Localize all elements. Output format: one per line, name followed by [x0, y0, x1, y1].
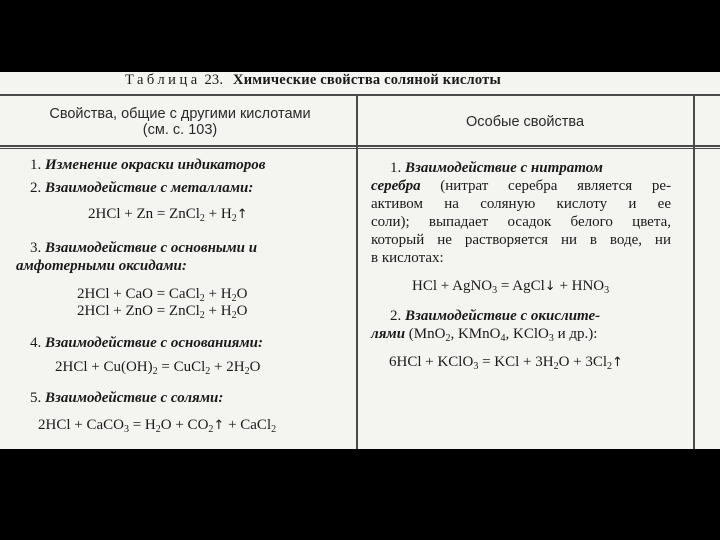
item-text: который не растворяется ни в воде, ни [371, 232, 671, 248]
up-arrow-icon: ↑ [213, 418, 225, 433]
eq-part: + HNO [555, 278, 605, 294]
eq-part: 2HCl + Cu(OH) [55, 359, 153, 375]
eq-part: 6HCl + KClO [389, 354, 474, 370]
eq-part: = AgCl [497, 278, 545, 294]
eq-sub: 2 [199, 293, 205, 304]
eq-part: 2HCl + CaCO [38, 417, 124, 433]
right-item-1-line3 [371, 196, 671, 213]
left-equation-5 [38, 417, 276, 434]
header-left-line2: (см. с. 103) [142, 122, 218, 138]
eq-sub: 3 [548, 333, 554, 344]
item-text [409, 326, 598, 342]
eq-sub: 2 [152, 366, 158, 377]
item-text: в кислотах: [371, 250, 444, 266]
left-equation-3b [77, 303, 247, 320]
down-arrow-icon: ↓ [544, 279, 556, 294]
item-text: (нитрат серебра является ре- [440, 178, 672, 194]
header-left [20, 106, 340, 138]
item-text: соли); выпадает осадок белого цвета, [371, 214, 671, 230]
right-equation-2 [389, 354, 623, 371]
eq-part: = H [128, 417, 156, 433]
eq-part: 2HCl + Zn = ZnCl [88, 206, 200, 222]
eq-sub: 2 [155, 424, 161, 435]
up-arrow-icon: ↑ [236, 207, 248, 222]
item-number: 1. [30, 157, 42, 173]
item-number: 2. [30, 180, 42, 196]
eq-part: (MnO [408, 326, 446, 342]
eq-sub: 3 [492, 285, 498, 296]
item-title: Взаимодействие с основными и [45, 240, 258, 256]
eq-sub: 3 [604, 285, 610, 296]
eq-sub: 3 [123, 424, 129, 435]
left-item-1 [30, 157, 265, 174]
item-number: 2. [390, 308, 402, 324]
item-title: Взаимодействие с нитратом [405, 160, 603, 176]
eq-part: + H [204, 303, 232, 319]
right-item-1-line4 [371, 214, 671, 231]
table-caption [125, 72, 501, 92]
eq-part: + H [204, 206, 232, 222]
eq-sub: 2 [445, 333, 451, 344]
eq-sub: 2 [231, 310, 237, 321]
item-number: 1. [390, 160, 402, 176]
eq-sub: 4 [500, 333, 506, 344]
item-title: Взаимодействие с металлами: [45, 180, 254, 196]
header-right-text: Особые свойства [465, 114, 585, 130]
eq-part: O + 3Cl [558, 354, 608, 370]
eq-sub: 2 [231, 213, 237, 224]
right-item-1-line5 [371, 232, 671, 249]
item-title: лями [371, 326, 406, 342]
eq-part: 2HCl + CaO = CaCl [77, 286, 200, 302]
item-title: Взаимодействие с основаниями: [45, 335, 263, 351]
header-right [365, 114, 685, 130]
eq-sub: 2 [244, 366, 250, 377]
eq-sub: 2 [231, 293, 237, 304]
item-title: серебра [371, 178, 421, 194]
eq-sub: 2 [607, 361, 613, 372]
eq-part: 2HCl + ZnO = ZnCl [77, 303, 200, 319]
item-text: активом на соляную кислоту и ее [371, 196, 671, 212]
item-number: 4. [30, 335, 42, 351]
eq-part: O [236, 303, 248, 319]
eq-part: = KCl + 3H [478, 354, 554, 370]
right-item-1-line6 [371, 250, 444, 267]
eq-part: O + CO [160, 417, 209, 433]
right-item-2 [390, 308, 600, 325]
item-number: 5. [30, 390, 42, 406]
left-item-5 [30, 390, 223, 407]
eq-part: + H [204, 286, 232, 302]
caption-title: Химические свойства соляной кислоты [233, 72, 501, 88]
left-item-3 [30, 240, 257, 257]
header-bottom-border [0, 145, 720, 147]
item-title: амфотерными оксидами: [16, 258, 187, 274]
eq-sub: 2 [205, 366, 211, 377]
right-item-1-line2 [371, 178, 671, 195]
eq-part: O [236, 286, 248, 302]
left-equation-3a [77, 286, 247, 303]
eq-sub: 3 [473, 361, 479, 372]
right-item-2-line2 [371, 326, 597, 343]
left-item-4 [30, 335, 263, 352]
table-top-border [0, 94, 720, 96]
item-title: Взаимодействие с солями: [45, 390, 224, 406]
item-title: Взаимодействие с окислите- [405, 308, 601, 324]
eq-part: = CuCl [157, 359, 206, 375]
item-number: 3. [30, 240, 42, 256]
up-arrow-icon: ↑ [612, 355, 623, 370]
left-equation-2 [88, 206, 248, 223]
right-equation-1 [412, 278, 609, 295]
header-bottom-border-2 [0, 148, 720, 149]
table-right-border [693, 94, 695, 449]
eq-part: O [249, 359, 261, 375]
eq-sub: 2 [199, 310, 205, 321]
eq-part: , KMnO [450, 326, 501, 342]
left-equation-4 [55, 359, 260, 376]
header-left-line1: Свойства, общие с другими кислотами [49, 106, 311, 122]
eq-part: , KClO [505, 326, 549, 342]
eq-part: + 2H [210, 359, 245, 375]
right-item-1 [390, 160, 603, 177]
eq-sub: 2 [271, 424, 277, 435]
eq-sub: 2 [553, 361, 559, 372]
eq-sub: 2 [208, 424, 214, 435]
caption-number: 23. [204, 72, 224, 88]
left-item-2 [30, 180, 253, 197]
column-divider [356, 94, 358, 449]
left-item-3-cont [16, 258, 187, 275]
textbook-page [0, 72, 720, 449]
item-title: Изменение окраски индикаторов [45, 157, 266, 173]
eq-part: + CaCl [224, 417, 272, 433]
caption-word: Таблица [125, 72, 201, 88]
eq-sub: 2 [199, 213, 205, 224]
eq-part: и др.): [553, 326, 598, 342]
eq-part: HCl + AgNO [412, 278, 493, 294]
